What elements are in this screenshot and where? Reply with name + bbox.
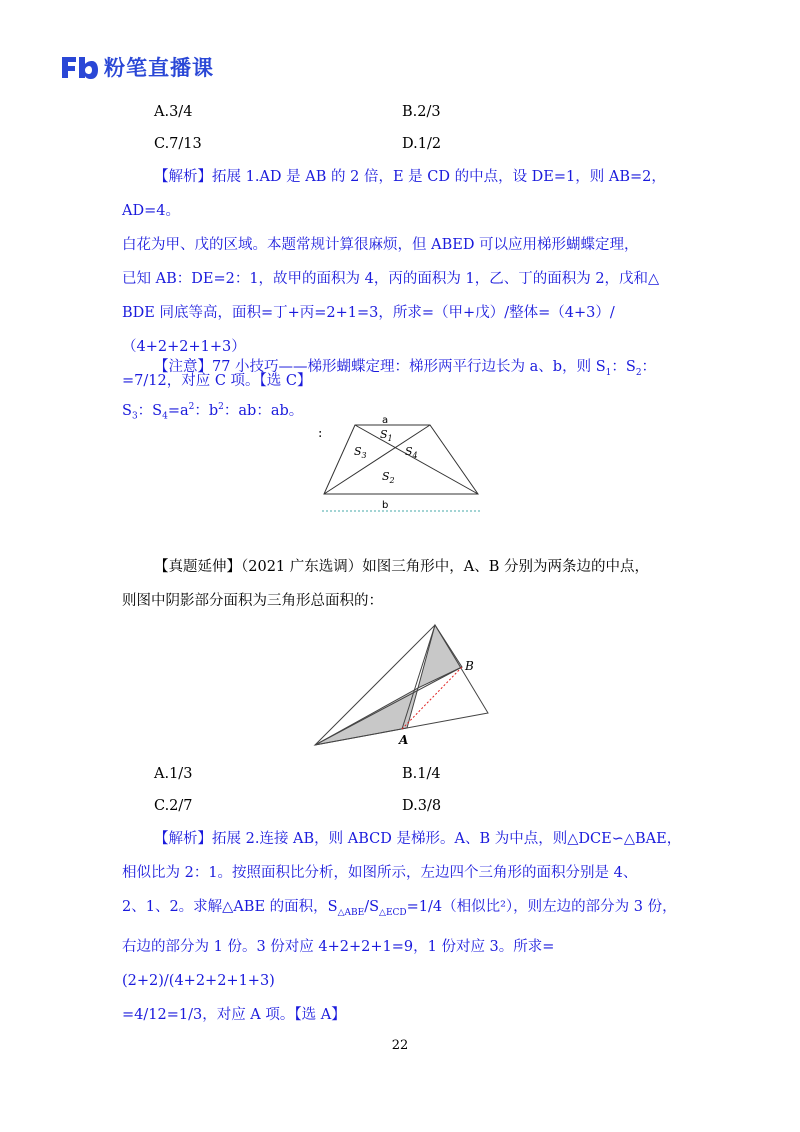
q1-option-a: A.3/4 — [154, 104, 193, 120]
trapezoid-label-b: b — [382, 500, 389, 511]
q2-option-d: D.3/8 — [402, 798, 442, 814]
trapezoid-s3: $S_3$ — [354, 445, 367, 460]
point-label-a: A — [399, 733, 409, 747]
brand-name: 粉笔直播课 — [104, 56, 214, 80]
q1-analysis-line: BDE 同底等高，面积=丁+丙=2+1=3，所求=（甲+戊）/整体=（4+3）/（4+2+2+1+3） — [122, 305, 615, 355]
q2-option-a: A.1/3 — [154, 766, 193, 782]
q1-option-c: C.7/13 — [154, 136, 202, 152]
q2-intro-line-1: 【真题延伸】（2021 广东选调）如图三角形中，A、B 分别为两条边的中点， — [154, 559, 649, 575]
q2-analysis-line-2: 相似比为 2：1。按照面积比分析，如图所示，左边四个三角形的面积分别是 4、 — [122, 865, 638, 881]
q1-option-d: D.1/2 — [402, 136, 442, 152]
q1-analysis-line: =7/12，对应 C 项。【选 C】 — [122, 373, 312, 389]
q2-analysis-line-3: 2、1、2。求解△ABE 的面积，$S_{\triangle ABE}/S_{\triangle ECD}=1/4$（相似比²），则左边的部分为 3 份， — [122, 899, 677, 918]
trapezoid-label-a: a — [382, 415, 389, 426]
q2-intro — [122, 550, 692, 618]
fb-logo-icon — [60, 54, 98, 80]
trapezoid-colon: : — [318, 426, 323, 441]
q2-analysis — [122, 822, 692, 1032]
point-label-b: B — [465, 659, 474, 673]
trapezoid-s4: $S_4$ — [405, 445, 418, 460]
q1-analysis-line: 【解析】拓展 1.AD 是 AB 的 2 倍，E 是 CD 的中点，设 DE=1，则 AB=2，AD=4。 — [122, 169, 666, 219]
q2-analysis-line-5: =4/12=1/3，对应 A 项。【选 A】 — [122, 1006, 346, 1023]
q1-analysis-line: 白花为甲、戊的区域。本题常规计算很麻烦，但 ABED 可以应用梯形蝴蝶定理， — [122, 237, 639, 253]
brand-logo — [60, 54, 214, 80]
trapezoid-s2: $S_2$ — [382, 470, 395, 485]
q2-analysis-line-4: 右边的部分为 1 份。3 份对应 4+2+2+1=9，1 份对应 3。所求=(2+2)/(4+2+2+1+3) — [122, 938, 555, 989]
q2-intro-line-2: 则图中阴影部分面积为三角形总面积的： — [122, 593, 383, 609]
note-line-1: 【注意】77 小技巧——梯形蝴蝶定理：梯形两平行边长为 a、b，则 $S_1$：$S_2$： — [154, 359, 657, 378]
q2-analysis-line-1: 【解析】拓展 2.连接 AB，则 ABCD 是梯形。A、B 为中点，则△DCE∽△BAE， — [154, 831, 682, 847]
trapezoid-s1: $S_1$ — [380, 428, 393, 443]
page-number: 22 — [391, 1038, 409, 1053]
q1-option-b: B.2/3 — [402, 104, 441, 120]
q1-analysis-line: 已知 AB：DE=2：1，故甲的面积为 4，丙的面积为 1，乙、丁的面积为 2，戊和△ — [122, 271, 660, 287]
note-line-2: $S_3$：$S_4=a^2$：$b^2$：ab：ab。 — [122, 401, 304, 422]
trapezoid-diagram — [310, 410, 490, 520]
q2-option-c: C.2/7 — [154, 798, 193, 814]
triangle-diagram — [305, 615, 495, 750]
q2-option-b: B.1/4 — [402, 766, 441, 782]
